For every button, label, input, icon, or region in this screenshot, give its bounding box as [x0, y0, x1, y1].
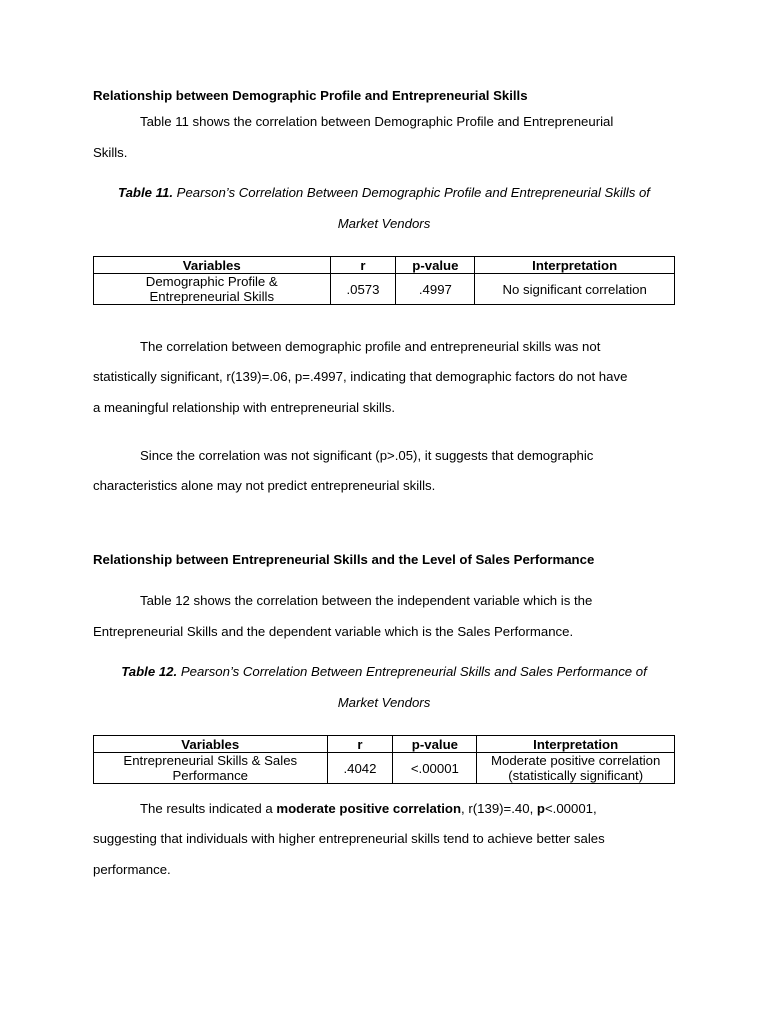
header-r: r: [330, 257, 396, 274]
result-p-symbol: p: [536, 801, 545, 816]
cell-interpretation: [477, 753, 675, 784]
table-12: [93, 735, 675, 784]
table-12-caption-text: Pearson’s Correlation Between Entrepreneurial Skills and Sales Performance of: [177, 664, 647, 679]
cell-variables: [94, 274, 331, 305]
header-r: r: [327, 736, 393, 753]
table-header-row: [94, 736, 675, 753]
intro-text-line: Skills.: [93, 145, 128, 160]
table-11-caption-line2: Market Vendors: [337, 216, 431, 231]
table-row: [94, 274, 675, 305]
table-12-caption: [0, 664, 768, 679]
cell-variables-line: Demographic Profile &: [145, 274, 278, 289]
header-interpretation: Interpretation: [475, 257, 675, 274]
table-header-row: [94, 257, 675, 274]
intro-text-line: Table 11 shows the correlation between Demographic Profile and Entrepreneurial: [140, 114, 614, 129]
header-p-value: p-value: [393, 736, 477, 753]
table-12-caption-line2: Market Vendors: [337, 695, 431, 710]
cell-p-value: <.00001: [393, 753, 477, 784]
cell-interpretation: No significant correlation: [475, 274, 675, 305]
cell-r: .4042: [327, 753, 393, 784]
table-12-label: Table 12.: [121, 664, 178, 679]
section-heading-demographic: Relationship between Demographic Profile and Entrepreneurial Skills: [93, 88, 528, 103]
header-interpretation: Interpretation: [477, 736, 675, 753]
result-emphasis: moderate positive correlation: [276, 801, 462, 816]
result-paragraph-line: suggesting that individuals with higher entrepreneurial skills tend to achieve better sales: [93, 831, 605, 846]
paragraph-line: Since the correlation was not significant (p>.05), it suggests that demographic: [140, 448, 594, 463]
cell-interpretation-line: (statistically significant): [508, 768, 644, 783]
table-11-caption-text: Pearson’s Correlation Between Demographic Profile and Entrepreneurial Skills of: [173, 185, 650, 200]
header-p-value: p-value: [396, 257, 475, 274]
cell-variables-line: Entrepreneurial Skills & Sales: [123, 753, 298, 768]
table-11-caption: [0, 185, 768, 200]
paragraph-line: The correlation between demographic profile and entrepreneurial skills was not: [140, 339, 601, 354]
cell-r: .0573: [330, 274, 396, 305]
cell-variables: [94, 753, 328, 784]
result-paragraph-line: performance.: [93, 862, 171, 877]
result-text: , r(139)=.40,: [461, 801, 537, 816]
cell-interpretation-line: Moderate positive correlation: [491, 753, 661, 768]
intro-text-line: Table 12 shows the correlation between the independent variable which is the: [140, 593, 593, 608]
table-11-label: Table 11.: [118, 185, 174, 200]
header-variables: Variables: [94, 736, 328, 753]
section-heading-sales: Relationship between Entrepreneurial Skills and the Level of Sales Performance: [93, 552, 595, 567]
paragraph-line: statistically significant, r(139)=.06, p=.4997, indicating that demographic factors do not have: [93, 369, 628, 384]
intro-text-line: Entrepreneurial Skills and the dependent variable which is the Sales Performance.: [93, 624, 574, 639]
paragraph-line: a meaningful relationship with entrepreneurial skills.: [93, 400, 396, 415]
result-text: The results indicated a: [140, 801, 277, 816]
cell-variables-line: Entrepreneurial Skills: [149, 289, 275, 304]
cell-variables-line: Performance: [172, 768, 249, 783]
paragraph-line: characteristics alone may not predict entrepreneurial skills.: [93, 478, 436, 493]
header-variables: Variables: [94, 257, 331, 274]
table-11: [93, 256, 675, 305]
result-paragraph-line: [140, 801, 597, 816]
table-row: [94, 753, 675, 784]
result-text: <.00001,: [544, 801, 597, 816]
cell-p-value: .4997: [396, 274, 475, 305]
